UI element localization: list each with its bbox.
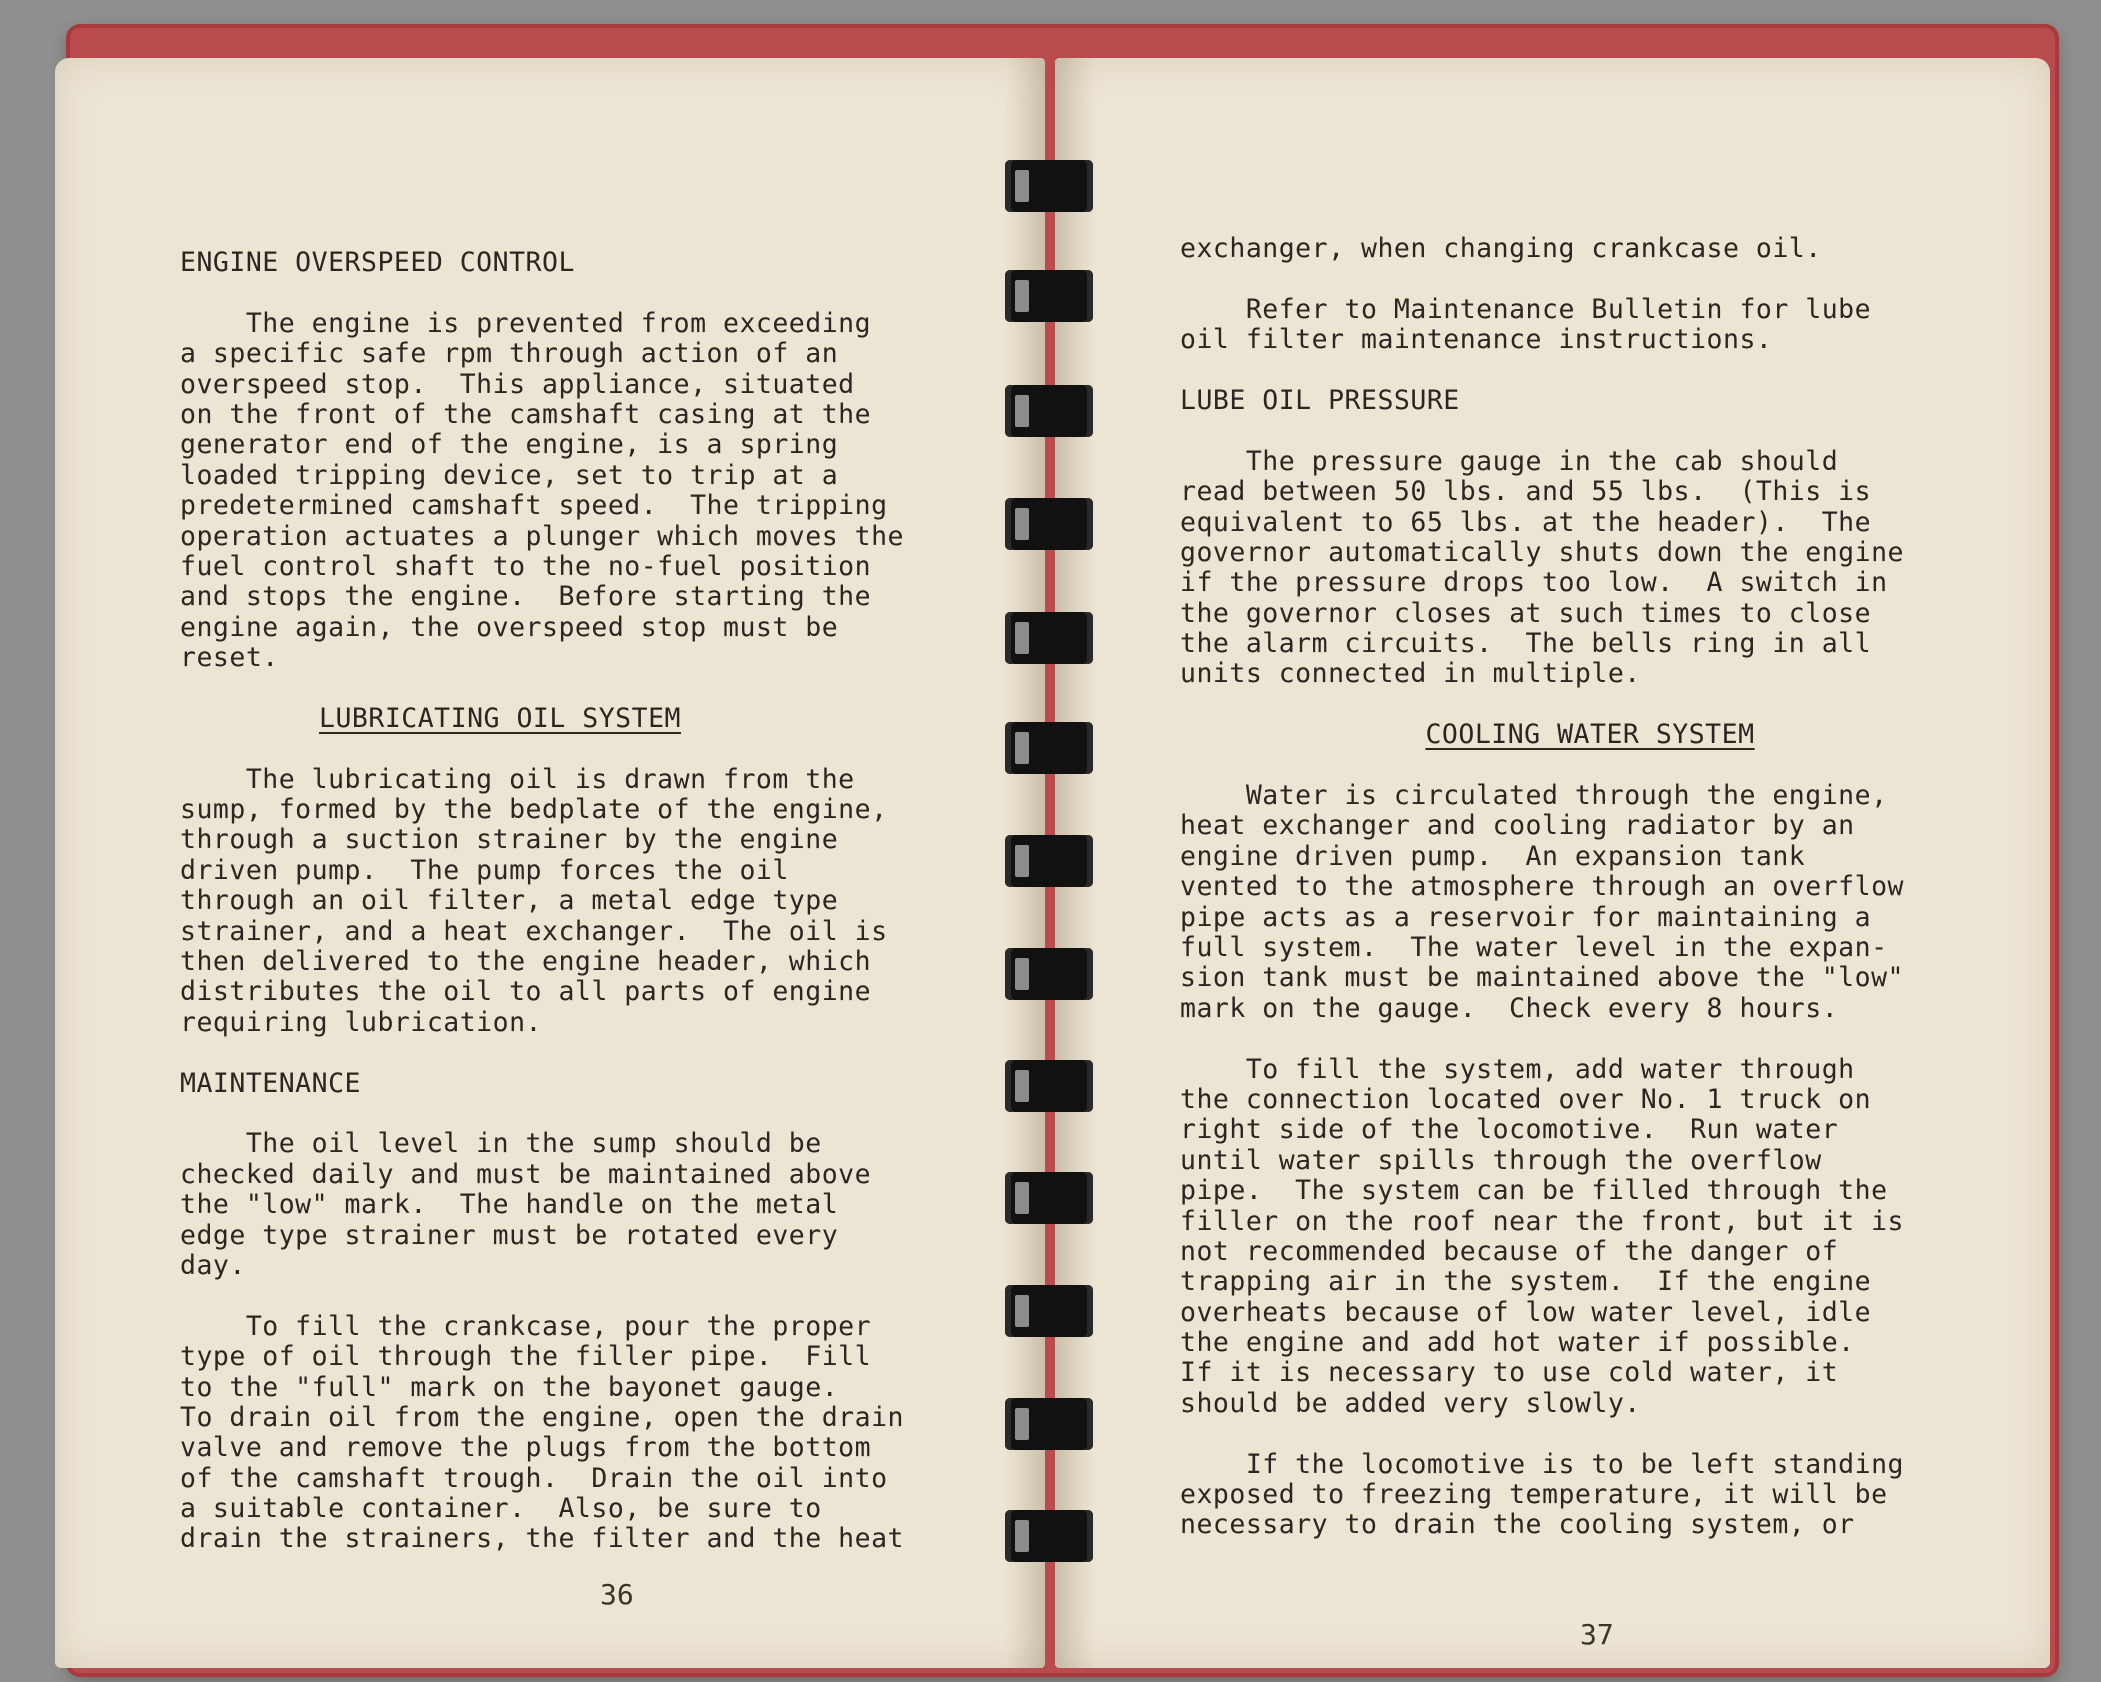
text-line: To fill the system, add water through <box>1180 1053 1855 1085</box>
text-line: To fill the crankcase, pour the proper <box>180 1310 872 1342</box>
maintenance-paragraph <box>180 1129 1030 1281</box>
heading-lube-oil-pressure: LUBE OIL PRESSURE <box>1180 384 1460 416</box>
text-line: right side of the locomotive. Run water <box>1180 1114 1839 1146</box>
text-line: not recommended because of the danger of <box>1180 1235 1839 1267</box>
heading-cooling-water-system: COOLING WATER SYSTEM <box>1425 719 1755 751</box>
binding-ring <box>1005 498 1093 550</box>
heading-maintenance: MAINTENANCE <box>180 1067 361 1099</box>
binding-ring <box>1005 1285 1093 1337</box>
text-line: To drain oil from the engine, open the drain <box>180 1401 904 1433</box>
text-line: driven pump. The pump forces the oil <box>180 854 789 886</box>
text-line: then delivered to the engine header, which <box>180 946 872 978</box>
text-line: units connected in multiple. <box>1180 658 1641 690</box>
text-line: loaded tripping device, set to trip at a <box>180 459 839 491</box>
text-line: distributes the oil to all parts of engine <box>180 976 872 1008</box>
text-line: read between 50 lbs. and 55 lbs. (This is <box>1180 476 1872 508</box>
left-text-column <box>180 248 1030 1555</box>
text-line: The oil level in the sump should be <box>180 1128 822 1160</box>
text-line: overheats because of low water level, idle <box>1180 1296 1872 1328</box>
pressure-paragraph <box>1180 447 2030 690</box>
text-line: sion tank must be maintained above the "low" <box>1180 962 1904 994</box>
text-line: edge type strainer must be rotated every <box>180 1219 839 1251</box>
binding-ring <box>1005 1172 1093 1224</box>
text-line: generator end of the engine, is a spring <box>180 429 839 461</box>
text-line: engine again, the overspeed stop must be <box>180 611 839 643</box>
text-line: vented to the atmosphere through an overflow <box>1180 871 1904 903</box>
text-line: exchanger, when changing crankcase oil. <box>1180 233 1822 264</box>
text-line: pipe. The system can be filled through the <box>1180 1175 1888 1207</box>
fill-crankcase-paragraph <box>180 1312 1030 1555</box>
binding-ring <box>1005 1060 1093 1112</box>
heading-lubricating-oil-system: LUBRICATING OIL SYSTEM <box>319 702 681 734</box>
page-number-right: 37 <box>1580 1618 1614 1651</box>
text-line: the connection located over No. 1 truck on <box>1180 1083 1872 1115</box>
text-line: pipe acts as a reservoir for maintaining a <box>1180 901 1872 933</box>
text-line: Water is circulated through the engine, <box>1180 780 1888 812</box>
overspeed-paragraph <box>180 309 1030 674</box>
text-line: to the "full" mark on the bayonet gauge. <box>180 1371 839 1403</box>
cooling-paragraph <box>1180 781 2030 1024</box>
text-line: if the pressure drops too low. A switch in <box>1180 567 1888 599</box>
text-line: governor automatically shuts down the engine <box>1180 536 1904 568</box>
text-line: the "low" mark. The handle on the metal <box>180 1189 839 1221</box>
text-line: fuel control shaft to the no-fuel position <box>180 550 872 582</box>
text-line: through a suction strainer by the engine <box>180 824 839 856</box>
text-line: The lubricating oil is drawn from the <box>180 763 855 795</box>
text-line: predetermined camshaft speed. The tripping <box>180 490 888 522</box>
text-line: filler on the roof near the front, but it is <box>1180 1205 1904 1237</box>
text-line: mark on the gauge. Check every 8 hours. <box>1180 992 1839 1024</box>
text-line: and stops the engine. Before starting the <box>180 581 872 613</box>
binding-ring <box>1005 385 1093 437</box>
text-line: strainer, and a heat exchanger. The oil is <box>180 915 888 947</box>
text-line: heat exchanger and cooling radiator by an <box>1180 810 1855 842</box>
text-line: drain the strainers, the filter and the heat <box>180 1523 904 1555</box>
binding-ring <box>1005 1398 1093 1450</box>
text-line: valve and remove the plugs from the bottom <box>180 1432 872 1464</box>
binding-ring <box>1005 948 1093 1000</box>
left-page <box>55 58 1045 1668</box>
text-line: exposed to freezing temperature, it will be <box>1180 1479 1888 1511</box>
binding-ring <box>1005 722 1093 774</box>
text-line: overspeed stop. This appliance, situated <box>180 368 855 400</box>
text-line: until water spills through the overflow <box>1180 1144 1822 1176</box>
text-line: trapping air in the system. If the engine <box>1180 1266 1872 1298</box>
text-line: the governor closes at such times to close <box>1180 597 1872 629</box>
heading-engine-overspeed: ENGINE OVERSPEED CONTROL <box>180 247 575 278</box>
text-line: Refer to Maintenance Bulletin for lube <box>1180 293 1872 325</box>
text-line: a suitable container. Also, be sure to <box>180 1493 822 1525</box>
binding-ring <box>1005 1510 1093 1562</box>
text-line: The engine is prevented from exceeding <box>180 307 872 339</box>
text-line: equivalent to 65 lbs. at the header). The <box>1180 506 1872 538</box>
fill-system-paragraph <box>1180 1055 2030 1420</box>
text-line: If it is necessary to use cold water, it <box>1180 1357 1839 1389</box>
page-number-left: 36 <box>600 1578 634 1611</box>
text-line: The pressure gauge in the cab should <box>1180 445 1839 477</box>
continued-paragraph <box>1180 234 2030 356</box>
binding-ring <box>1005 835 1093 887</box>
text-line: sump, formed by the bedplate of the engine, <box>180 794 888 826</box>
text-line: the engine and add hot water if possible. <box>1180 1327 1855 1359</box>
text-line: day. <box>180 1249 246 1281</box>
text-line: of the camshaft trough. Drain the oil into <box>180 1462 888 1494</box>
text-line: a specific safe rpm through action of an <box>180 338 839 370</box>
binding-ring <box>1005 270 1093 322</box>
text-line: requiring lubrication. <box>180 1006 542 1038</box>
lubricating-paragraph <box>180 765 1030 1039</box>
text-line: type of oil through the filler pipe. Fill <box>180 1341 872 1373</box>
text-line: If the locomotive is to be left standing <box>1180 1448 1904 1480</box>
right-text-column <box>1180 234 2030 1541</box>
right-page <box>1055 58 2050 1668</box>
text-line: should be added very slowly. <box>1180 1387 1641 1419</box>
text-line: operation actuates a plunger which moves the <box>180 520 904 552</box>
binding-ring <box>1005 160 1093 212</box>
binding-ring <box>1005 612 1093 664</box>
text-line: necessary to drain the cooling system, or <box>1180 1509 1855 1541</box>
freezing-paragraph <box>1180 1450 2030 1541</box>
text-line: on the front of the camshaft casing at the <box>180 398 872 430</box>
text-line: full system. The water level in the expan- <box>1180 932 1888 964</box>
text-line: through an oil filter, a metal edge type <box>180 885 839 917</box>
text-line: the alarm circuits. The bells ring in all <box>1180 628 1872 660</box>
text-line: oil filter maintenance instructions. <box>1180 324 1773 356</box>
text-line: checked daily and must be maintained above <box>180 1158 872 1190</box>
text-line: reset. <box>180 642 279 674</box>
text-line: engine driven pump. An expansion tank <box>1180 840 1806 872</box>
